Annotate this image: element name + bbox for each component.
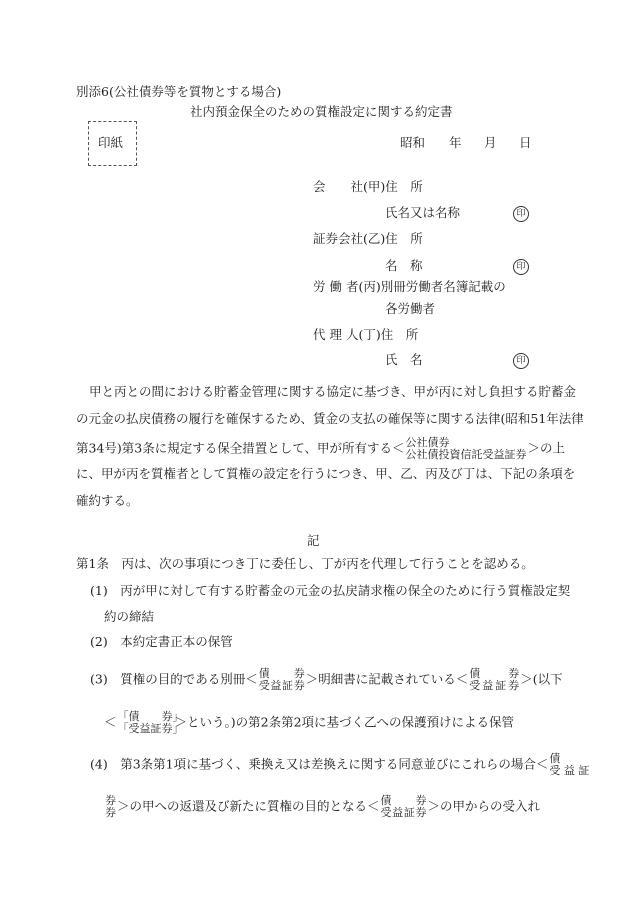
party-a-label: 会 社(甲)住 所 xyxy=(313,179,423,194)
document-title: 社内預金保全のための質権設定に関する約定書 xyxy=(190,104,453,119)
item-text: ＞明細書に記載されている＜ xyxy=(305,671,469,687)
item-1-cont: 約の締結 xyxy=(104,609,155,624)
option-bond: 券 xyxy=(105,794,116,807)
option-cert: 「受益証券」 xyxy=(117,722,184,735)
ki-heading: 記 xyxy=(307,533,320,548)
party-a-name: 氏名又は名称 xyxy=(385,205,461,220)
option-cert: 受益証券 xyxy=(258,679,305,692)
option-trust-certificates: 公社債投資信託受益証券 xyxy=(405,448,527,461)
date-day: 日 xyxy=(519,135,532,150)
option-bond: 「債 券」 xyxy=(117,710,184,723)
stacked-options xyxy=(105,795,116,819)
item-text: (3) 質権の目的である別冊＜ xyxy=(90,671,258,687)
stacked-options xyxy=(259,668,305,692)
preamble-line: 確約する。 xyxy=(76,493,139,508)
seal-mark: 印 xyxy=(513,259,529,275)
preamble-line xyxy=(76,437,565,461)
party-b-label: 証券会社(乙)住 所 xyxy=(313,231,423,246)
option-cert: 受益証券 xyxy=(469,679,520,692)
option-bond: 債 券 xyxy=(258,667,305,680)
option-bond: 債 券 xyxy=(380,794,427,807)
stacked-options xyxy=(117,710,184,735)
party-d-label: 代 理 人(丁)住 所 xyxy=(313,327,419,342)
preamble-line: の元金の払戻債務の履行を確保するため、賃金の支払の確保等に関する法律(昭和51年法律 xyxy=(76,411,584,426)
preamble-line: に、甲が丙を質権者として質権の設定を行うにつき、甲、乙、丙及び丁は、下記の条項を xyxy=(76,466,576,481)
option-bond: 債 xyxy=(549,752,561,765)
seal-mark: 印 xyxy=(513,206,529,222)
option-bond: 債 券 xyxy=(469,667,520,680)
option-cert: 券 xyxy=(105,806,116,819)
party-c-sub: 各労働者 xyxy=(385,301,436,316)
item-4-cont xyxy=(104,795,540,819)
preamble-text: ＞の上 xyxy=(527,440,566,456)
option-bonds: 公社債券 xyxy=(405,436,450,449)
item-4 xyxy=(90,753,590,777)
option-cert: 受 益 証 xyxy=(549,764,590,777)
stacked-options xyxy=(406,437,527,461)
stacked-options xyxy=(549,753,589,777)
preamble-text: 第34号)第3条に規定する保全措置として、甲が所有する＜ xyxy=(76,440,405,456)
stacked-options xyxy=(381,795,427,819)
date-month: 月 xyxy=(484,135,497,150)
item-3-cont xyxy=(104,711,514,735)
preamble-line: 甲と丙との間における貯蓄金管理に関する協定に基づき、甲が丙に対し負担する貯蓄金 xyxy=(89,384,577,399)
item-text: ＜ xyxy=(104,714,117,730)
item-text: ＞の甲からの受入れ xyxy=(427,798,541,814)
item-text: ＞(以下 xyxy=(520,671,563,687)
item-1: (1) 丙が甲に対して有する貯蓄金の元金の払戻請求権の保全のために行う質権設定契 xyxy=(90,583,571,598)
option-cert: 受益証券 xyxy=(380,806,427,819)
item-text: ＞の甲への返還及び新たに質権の目的となる＜ xyxy=(117,798,380,814)
party-d-name: 氏 名 xyxy=(385,352,423,367)
seal-mark: 印 xyxy=(513,353,529,369)
article-1-heading: 第1条 丙は、次の事項につき丁に委任し、丁が丙を代理して行うことを認める。 xyxy=(76,556,534,571)
party-c-label: 労 働 者(丙)別冊労働者名簿記載の xyxy=(313,279,506,294)
date-year: 年 xyxy=(449,135,462,150)
item-2: (2) 本約定書正本の保管 xyxy=(90,634,233,649)
item-text: ＞という。)の第2条第2項に基づく乙への保護預けによる保管 xyxy=(174,714,515,730)
item-3 xyxy=(90,668,563,692)
stamp-label: 印紙 xyxy=(98,135,124,150)
annex-label: 別添6(公社債券等を質物とする場合) xyxy=(76,84,282,99)
item-text: (4) 第3条第1項に基づく、乗換え又は差換えに関する同意並びにこれらの場合＜ xyxy=(90,756,549,772)
date-era: 昭和 xyxy=(400,135,426,150)
party-b-name: 名 称 xyxy=(385,258,423,273)
stacked-options xyxy=(469,668,519,692)
